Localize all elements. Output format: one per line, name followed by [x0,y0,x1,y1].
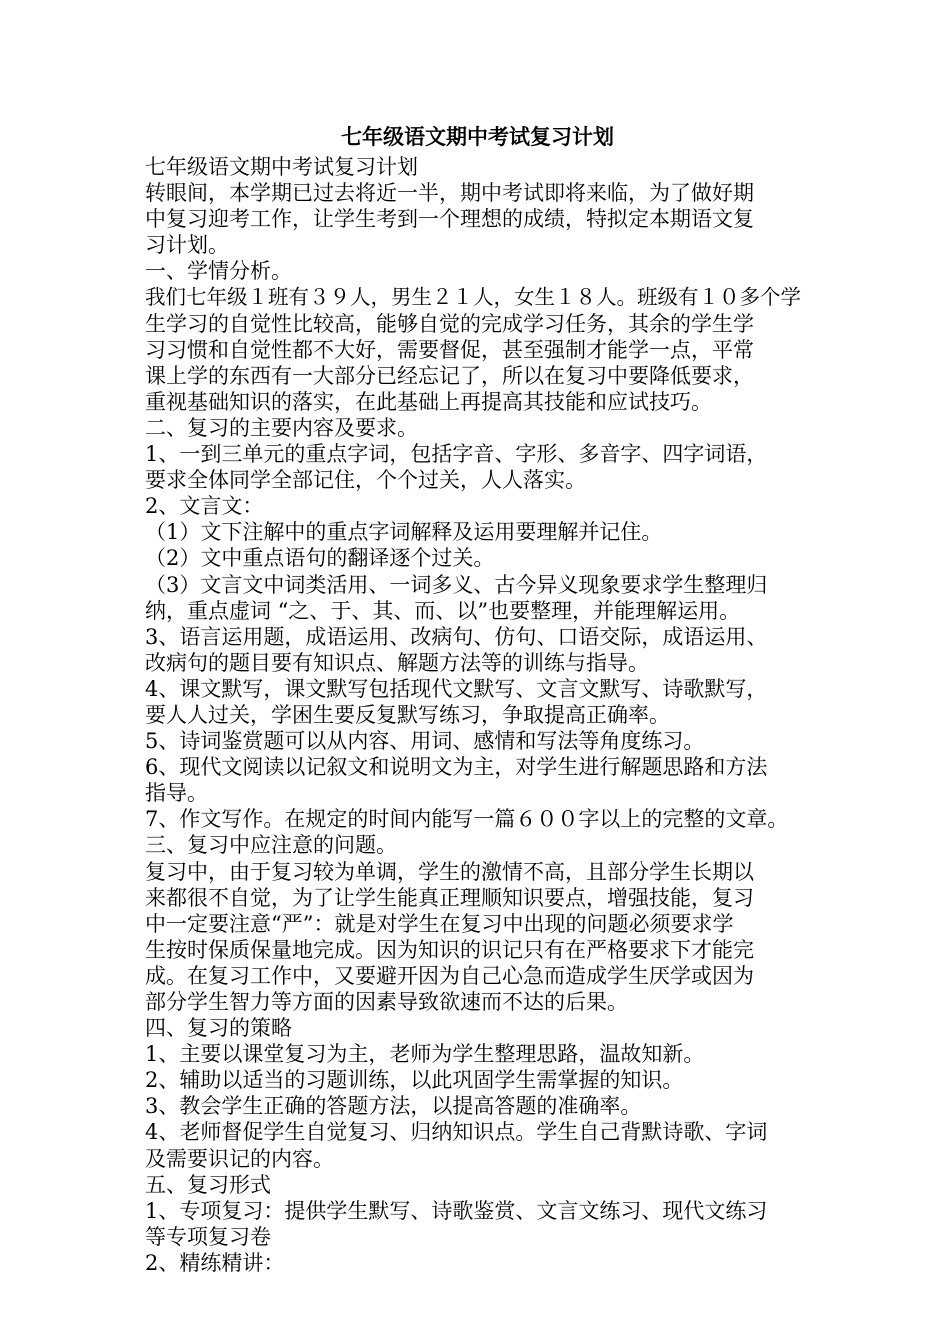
text-line: 及需要识记的内容。 [145,1146,334,1171]
text-line: 中一定要注意“严”：就是对学生在复习中出现的问题必须要求学 [145,911,734,936]
text-line: 复习中，由于复习较为单调，学生的激情不高，且部分学生长期以 [145,859,754,884]
text-line: 成。在复习工作中，又要避开因为自己心急而造成学生厌学或因为 [145,963,754,988]
text-line: 指导。 [145,781,208,806]
section-heading: 一、学情分析。 [145,259,292,284]
text-line: 1、专项复习：提供学生默写、诗歌鉴赏、文言文练习、现代文练习 [145,1198,768,1223]
text-line: 7、作文写作。在规定的时间内能写一篇６００字以上的完整的文章。 [145,807,789,832]
document-page [145,120,810,1276]
text-line: 2、辅助以适当的习题训练，以此巩固学生需掌握的知识。 [145,1068,684,1093]
text-line: 习习惯和自觉性都不大好，需要督促，甚至强制才能学一点，平常 [145,337,754,362]
text-line: 中复习迎考工作，让学生考到一个理想的成绩，特拟定本期语文复 [145,207,754,232]
text-line: 等专项复习卷 [145,1224,271,1249]
text-line: 要求全体同学全部记住，个个过关，人人落实。 [145,468,586,493]
text-line: 2、精练精讲： [145,1250,285,1275]
text-line: 生学习的自觉性比较高，能够自觉的完成学习任务，其余的学生学 [145,311,754,336]
text-line: 纳，重点虚词 “之、于、其、而、以”也要整理，并能理解运用。 [145,598,741,623]
document-body [145,154,810,1276]
text-line: 习计划。 [145,233,229,258]
text-line: （3）文言文中词类活用、一词多义、古今异义现象要求学生整理归 [145,572,768,597]
text-line: 重视基础知识的落实，在此基础上再提高其技能和应试技巧。 [145,389,712,414]
section-heading: 五、复习形式 [145,1172,271,1197]
section-heading: 三、复习中应注意的问题。 [145,833,397,858]
text-line: （1）文下注解中的重点字词解释及运用要理解并记住。 [145,520,663,545]
text-line: 2、文言文： [145,494,264,519]
text-line: 部分学生智力等方面的因素导致欲速而不达的后果。 [145,990,628,1014]
text-line: 改病句的题目要有知识点、解题方法等的训练与指导。 [145,650,649,675]
text-line: 4、老师督促学生自觉复习、归纳知识点。学生自己背默诗歌、字词 [145,1120,768,1145]
text-line: 4、课文默写，课文默写包括现代文默写、文言文默写、诗歌默写， [145,676,768,701]
text-line: 要人人过关，学困生要反复默写练习，争取提高正确率。 [145,702,670,727]
text-line: 课上学的东西有一大部分已经忘记了，所以在复习中要降低要求， [145,363,754,388]
document-title: 七年级语文期中考试复习计划 [341,124,614,149]
text-line: 5、诗词鉴赏题可以从内容、用词、感情和写法等角度练习。 [145,729,705,754]
text-line: 6、现代文阅读以记叙文和说明文为主，对学生进行解题思路和方法 [145,755,768,780]
section-heading: 二、复习的主要内容及要求。 [145,415,418,440]
text-line: 我们七年级１班有３９人，男生２１人，女生１８人。班级有１０多个学 [145,285,801,310]
text-line: 3、语言运用题，成语运用、改病句、仿句、口语交际，成语运用、 [145,624,768,649]
text-line: 1、一到三单元的重点字词，包括字音、字形、多音字、四字词语， [145,442,768,467]
section-heading: 四、复习的策略 [145,1016,292,1041]
text-line: 生按时保质保量地完成。因为知识的识记只有在严格要求下才能完 [145,937,754,962]
text-line: 来都很不自觉，为了让学生能真正理顺知识要点，增强技能，复习 [145,885,754,910]
text-line: 转眼间，本学期已过去将近一半，期中考试即将来临，为了做好期 [145,181,754,206]
text-line: 七年级语文期中考试复习计划 [145,155,418,179]
text-line: （2）文中重点语句的翻译逐个过关。 [145,546,495,571]
text-line: 1、主要以课堂复习为主，老师为学生整理思路，温故知新。 [145,1042,705,1067]
text-line: 3、教会学生正确的答题方法，以提高答题的准确率。 [145,1094,642,1119]
